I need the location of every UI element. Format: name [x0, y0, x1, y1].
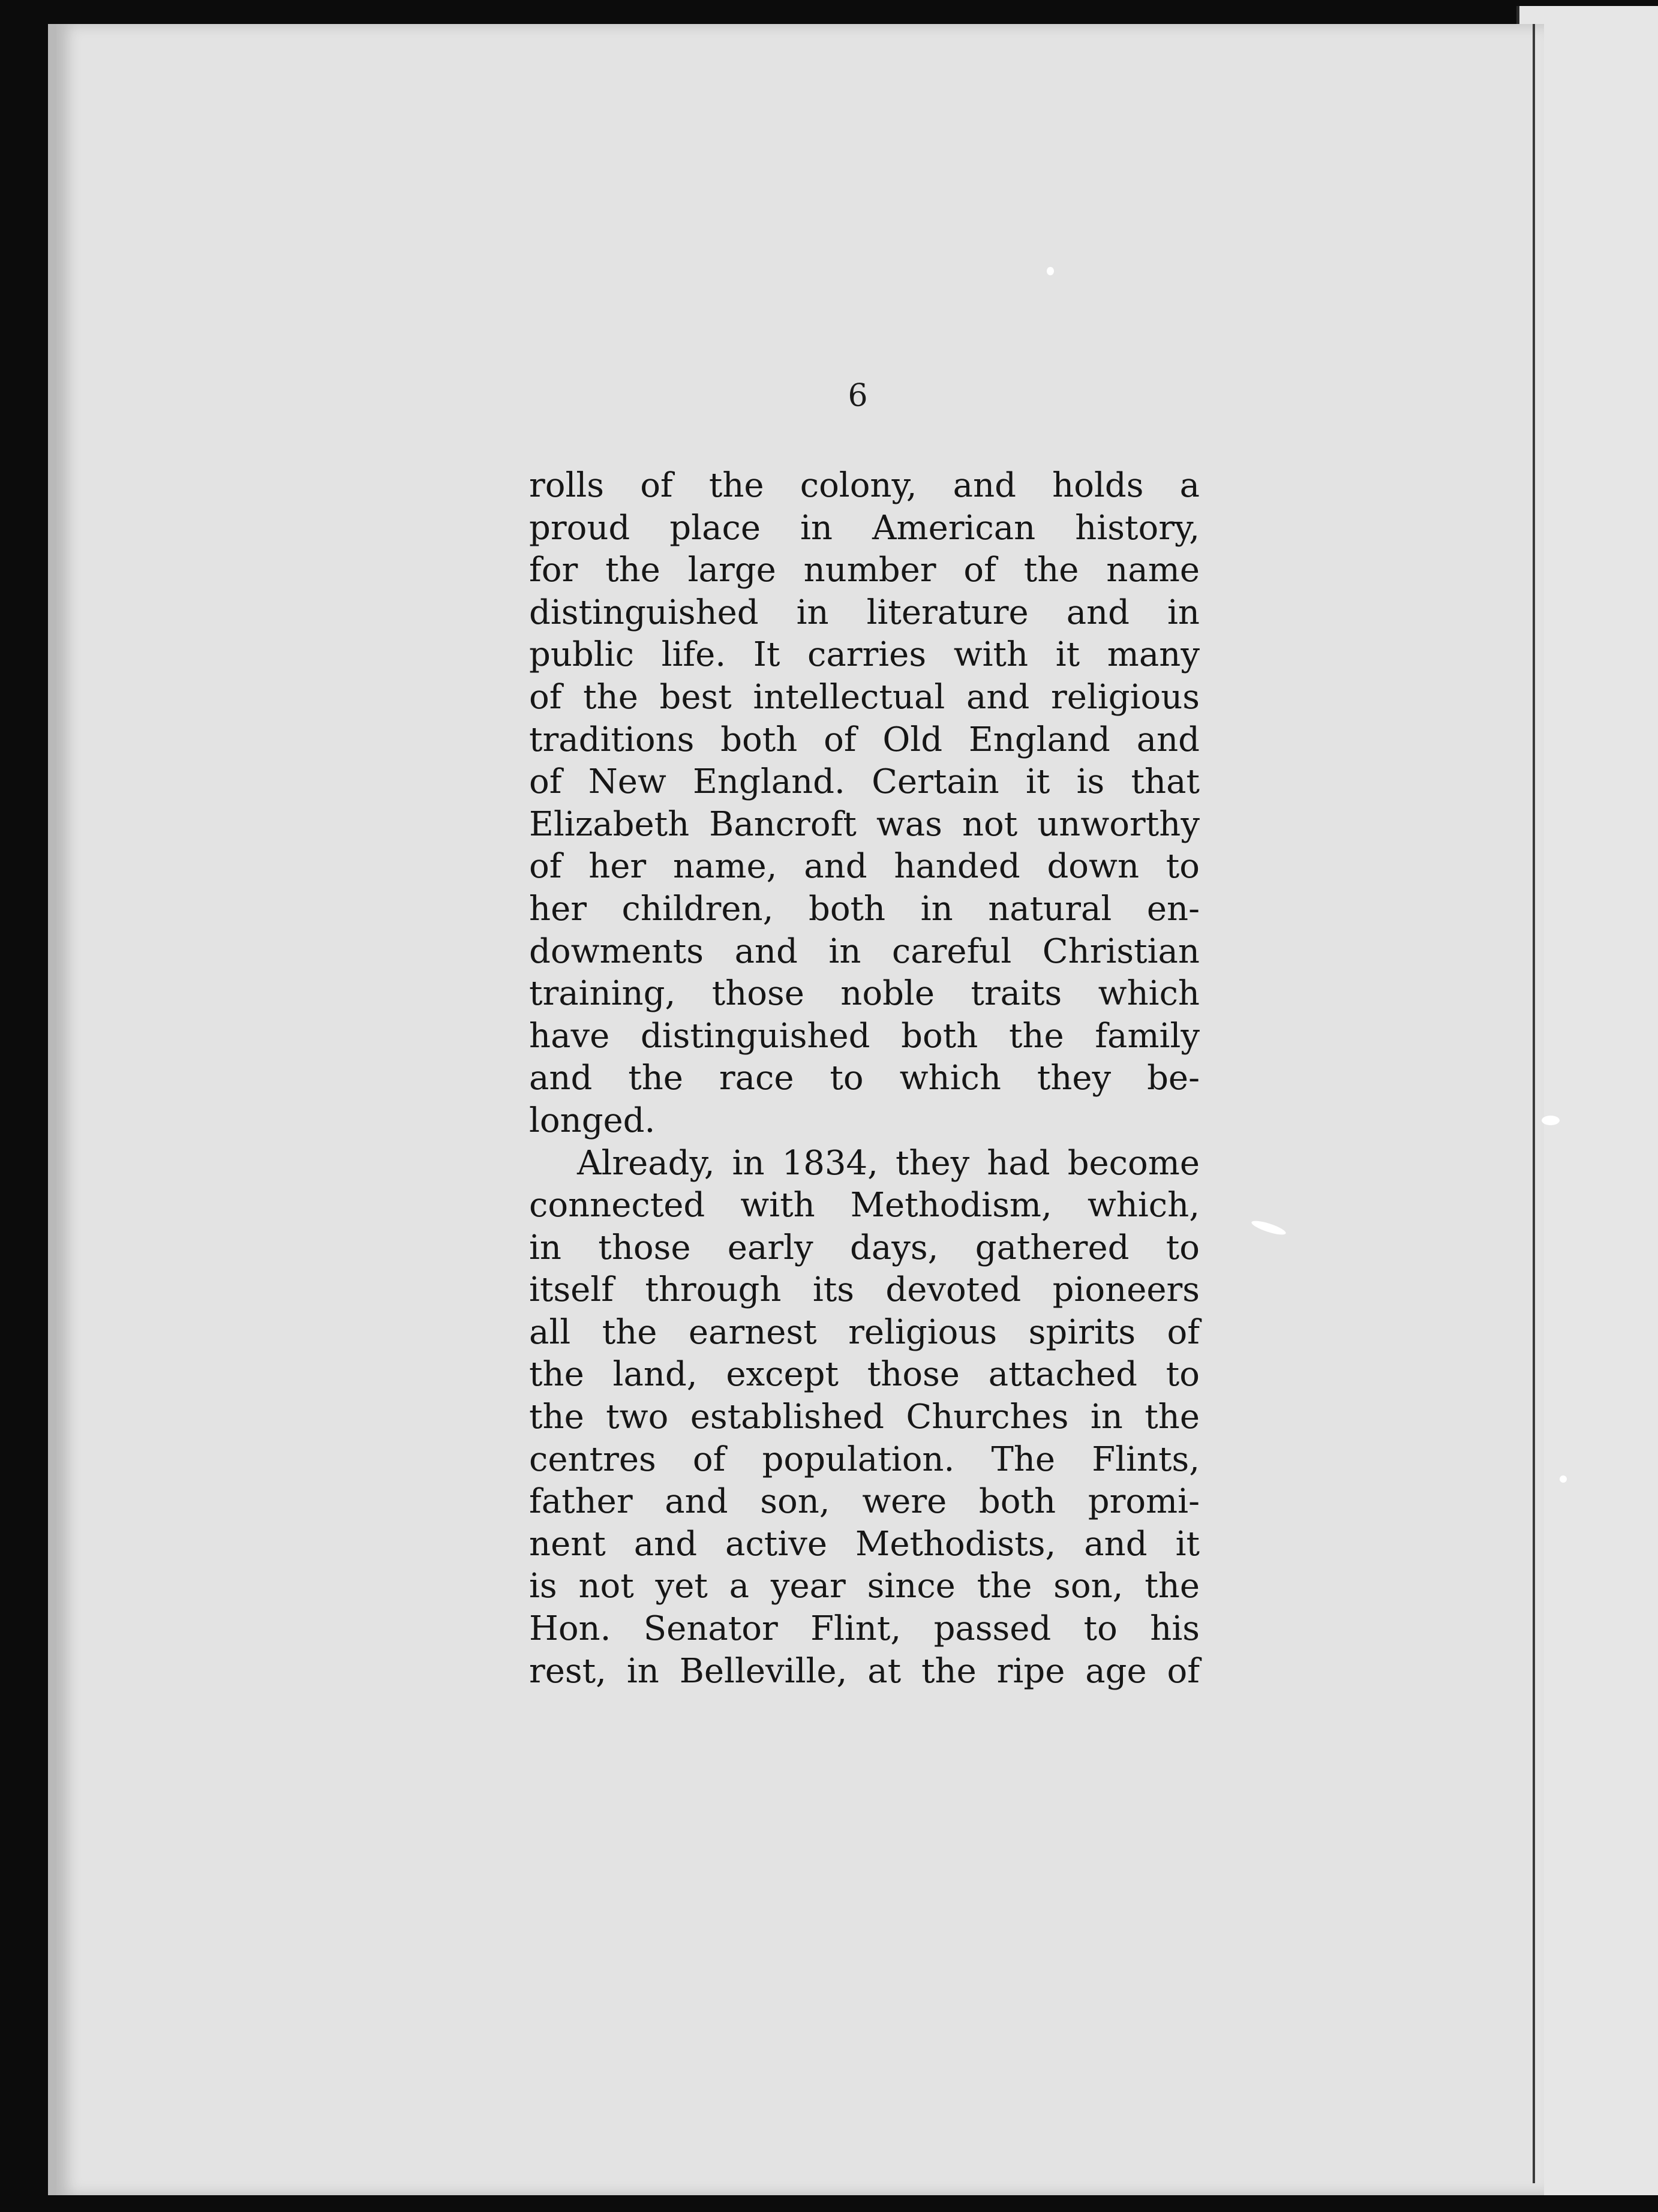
scan-speck: [1542, 1116, 1560, 1125]
text-line: longed.: [529, 1101, 656, 1140]
body-text: [529, 465, 1200, 1693]
text-line: her children, both in natural en-: [529, 889, 1200, 928]
text-line: Hon. Senator Flint, passed to his: [529, 1609, 1200, 1649]
text-line: of New England. Certain it is that: [529, 762, 1200, 802]
text-line: Elizabeth Bancroft was not unworthy: [529, 804, 1200, 844]
text-line: is not yet a year since the son, the: [529, 1567, 1200, 1606]
text-line: rolls of the colony, and holds a: [529, 466, 1200, 505]
text-line: the land, except those attached to: [529, 1355, 1200, 1394]
text-line: for the large number of the name: [529, 551, 1200, 590]
text-line: traditions both of Old England and: [529, 720, 1200, 759]
text-line: dowments and in careful Christian: [529, 931, 1200, 971]
scan-speck: [1047, 267, 1054, 275]
page-number: 6: [848, 378, 868, 414]
text-line: distinguished in literature and in: [529, 593, 1200, 632]
text-line: have distinguished both the family: [529, 1016, 1200, 1056]
text-line: the two established Churches in the: [529, 1397, 1200, 1437]
text-line: proud place in American history,: [529, 508, 1200, 548]
text-line: and the race to which they be-: [529, 1059, 1200, 1098]
text-line: connected with Methodism, which,: [529, 1186, 1200, 1225]
text-line: itself through its devoted pioneers: [529, 1270, 1200, 1310]
text-line: centres of population. The Flints,: [529, 1439, 1200, 1479]
text-line: training, those noble traits which: [529, 974, 1200, 1014]
text-line: nent and active Methodists, and it: [529, 1524, 1200, 1564]
text-line: public life. It carries with it many: [529, 635, 1200, 675]
text-line: Already, in 1834, they had become: [577, 1143, 1200, 1183]
text-line: in those early days, gathered to: [529, 1228, 1200, 1267]
paragraph-1: [529, 465, 1200, 1143]
paragraph-2: [529, 1143, 1200, 1693]
text-line: rest, in Belleville, at the ripe age of: [529, 1651, 1200, 1691]
text-line: all the earnest religious spirits of: [529, 1312, 1200, 1352]
scan-speck: [1560, 1475, 1567, 1483]
text-line: father and son, were both promi-: [529, 1482, 1200, 1522]
text-line: of the best intellectual and religious: [529, 677, 1200, 717]
text-line: of her name, and handed down to: [529, 847, 1200, 886]
page-edge: [1533, 24, 1535, 2183]
